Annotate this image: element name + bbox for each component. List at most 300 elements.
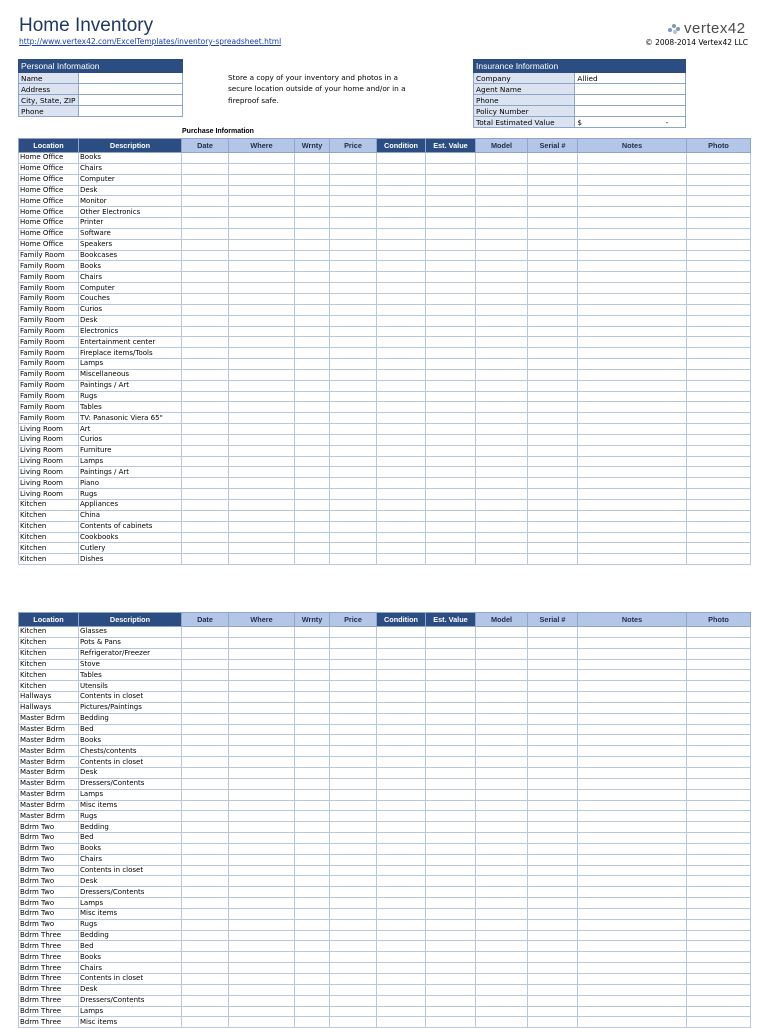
table-cell[interactable] xyxy=(476,500,528,511)
description-cell[interactable]: Dressers/Contents xyxy=(79,887,182,898)
table-cell[interactable] xyxy=(426,532,476,543)
table-cell[interactable] xyxy=(687,941,751,952)
table-cell[interactable] xyxy=(295,239,330,250)
table-cell[interactable] xyxy=(578,908,687,919)
table-cell[interactable] xyxy=(182,974,229,985)
table-cell[interactable] xyxy=(528,833,578,844)
table-cell[interactable] xyxy=(229,315,295,326)
description-cell[interactable]: Misc items xyxy=(79,908,182,919)
description-cell[interactable]: Software xyxy=(79,228,182,239)
table-cell[interactable] xyxy=(687,648,751,659)
table-cell[interactable] xyxy=(578,293,687,304)
table-cell[interactable] xyxy=(426,898,476,909)
location-cell[interactable]: Master Bdrm xyxy=(19,767,79,778)
table-cell[interactable] xyxy=(295,735,330,746)
description-cell[interactable]: Stove xyxy=(79,659,182,670)
description-cell[interactable]: Glasses xyxy=(79,627,182,638)
table-cell[interactable] xyxy=(377,185,426,196)
table-cell[interactable] xyxy=(426,854,476,865)
table-cell[interactable] xyxy=(687,670,751,681)
description-cell[interactable]: Cookbooks xyxy=(79,532,182,543)
description-cell[interactable]: Chests/contents xyxy=(79,746,182,757)
description-cell[interactable]: Bed xyxy=(79,833,182,844)
table-cell[interactable] xyxy=(578,670,687,681)
location-cell[interactable]: Bdrm Three xyxy=(19,1017,79,1028)
location-cell[interactable]: Family Room xyxy=(19,283,79,294)
table-cell[interactable] xyxy=(476,681,528,692)
table-cell[interactable] xyxy=(578,380,687,391)
table-cell[interactable] xyxy=(578,478,687,489)
table-cell[interactable] xyxy=(182,250,229,261)
table-cell[interactable] xyxy=(295,185,330,196)
table-cell[interactable] xyxy=(476,369,528,380)
location-cell[interactable]: Kitchen xyxy=(19,637,79,648)
table-cell[interactable] xyxy=(426,778,476,789)
description-cell[interactable]: Desk xyxy=(79,185,182,196)
table-cell[interactable] xyxy=(377,207,426,218)
table-cell[interactable] xyxy=(687,315,751,326)
table-cell[interactable] xyxy=(377,228,426,239)
table-cell[interactable] xyxy=(476,692,528,703)
table-cell[interactable] xyxy=(476,735,528,746)
table-cell[interactable] xyxy=(528,702,578,713)
description-cell[interactable]: Chairs xyxy=(79,963,182,974)
location-cell[interactable]: Home Office xyxy=(19,207,79,218)
table-cell[interactable] xyxy=(377,811,426,822)
description-cell[interactable]: Contents in closet xyxy=(79,974,182,985)
location-cell[interactable]: Home Office xyxy=(19,174,79,185)
table-cell[interactable] xyxy=(330,1017,377,1028)
table-cell[interactable] xyxy=(528,413,578,424)
table-cell[interactable] xyxy=(578,800,687,811)
description-cell[interactable]: Piano xyxy=(79,478,182,489)
table-cell[interactable] xyxy=(295,974,330,985)
table-cell[interactable] xyxy=(426,637,476,648)
table-cell[interactable] xyxy=(377,391,426,402)
table-cell[interactable] xyxy=(476,974,528,985)
location-cell[interactable]: Family Room xyxy=(19,402,79,413)
table-cell[interactable] xyxy=(426,304,476,315)
table-cell[interactable] xyxy=(687,865,751,876)
location-cell[interactable]: Kitchen xyxy=(19,521,79,532)
table-cell[interactable] xyxy=(182,648,229,659)
location-cell[interactable]: Bdrm Three xyxy=(19,974,79,985)
table-cell[interactable] xyxy=(687,659,751,670)
table-cell[interactable] xyxy=(528,293,578,304)
table-cell[interactable] xyxy=(229,304,295,315)
table-cell[interactable] xyxy=(377,724,426,735)
table-cell[interactable] xyxy=(377,434,426,445)
table-cell[interactable] xyxy=(330,500,377,511)
table-cell[interactable] xyxy=(687,261,751,272)
table-cell[interactable] xyxy=(426,153,476,164)
table-cell[interactable] xyxy=(578,1017,687,1028)
table-cell[interactable] xyxy=(687,843,751,854)
table-cell[interactable] xyxy=(476,391,528,402)
table-cell[interactable] xyxy=(578,391,687,402)
table-cell[interactable] xyxy=(229,554,295,565)
table-cell[interactable] xyxy=(687,359,751,370)
table-cell[interactable] xyxy=(330,239,377,250)
table-cell[interactable] xyxy=(229,326,295,337)
table-cell[interactable] xyxy=(295,627,330,638)
table-cell[interactable] xyxy=(295,380,330,391)
table-cell[interactable] xyxy=(476,239,528,250)
table-cell[interactable] xyxy=(687,952,751,963)
table-cell[interactable] xyxy=(476,713,528,724)
table-cell[interactable] xyxy=(528,811,578,822)
table-cell[interactable] xyxy=(330,724,377,735)
table-cell[interactable] xyxy=(426,789,476,800)
table-cell[interactable] xyxy=(377,984,426,995)
table-cell[interactable] xyxy=(295,402,330,413)
table-cell[interactable] xyxy=(578,369,687,380)
description-cell[interactable]: Printer xyxy=(79,218,182,229)
table-cell[interactable] xyxy=(426,424,476,435)
table-cell[interactable] xyxy=(426,724,476,735)
table-cell[interactable] xyxy=(578,521,687,532)
table-cell[interactable] xyxy=(330,185,377,196)
table-cell[interactable] xyxy=(476,543,528,554)
table-cell[interactable] xyxy=(182,456,229,467)
table-cell[interactable] xyxy=(229,854,295,865)
table-cell[interactable] xyxy=(182,930,229,941)
description-cell[interactable]: Rugs xyxy=(79,391,182,402)
table-cell[interactable] xyxy=(330,261,377,272)
location-cell[interactable]: Bdrm Three xyxy=(19,995,79,1006)
table-cell[interactable] xyxy=(330,424,377,435)
table-cell[interactable] xyxy=(476,648,528,659)
table-cell[interactable] xyxy=(377,326,426,337)
table-cell[interactable] xyxy=(476,261,528,272)
table-cell[interactable] xyxy=(377,218,426,229)
table-cell[interactable] xyxy=(229,974,295,985)
table-cell[interactable] xyxy=(528,887,578,898)
table-cell[interactable] xyxy=(229,822,295,833)
table-cell[interactable] xyxy=(182,521,229,532)
location-cell[interactable]: Bdrm Three xyxy=(19,952,79,963)
table-cell[interactable] xyxy=(578,413,687,424)
table-cell[interactable] xyxy=(426,218,476,229)
table-cell[interactable] xyxy=(377,898,426,909)
table-cell[interactable] xyxy=(295,854,330,865)
description-cell[interactable]: Desk xyxy=(79,984,182,995)
table-cell[interactable] xyxy=(182,1006,229,1017)
table-cell[interactable] xyxy=(377,521,426,532)
table-cell[interactable] xyxy=(377,1006,426,1017)
location-cell[interactable]: Master Bdrm xyxy=(19,735,79,746)
table-cell[interactable] xyxy=(426,1017,476,1028)
description-cell[interactable]: Misc items xyxy=(79,800,182,811)
table-cell[interactable] xyxy=(377,789,426,800)
location-cell[interactable]: Bdrm Three xyxy=(19,984,79,995)
table-cell[interactable] xyxy=(182,326,229,337)
table-cell[interactable] xyxy=(295,467,330,478)
table-cell[interactable] xyxy=(426,692,476,703)
table-cell[interactable] xyxy=(687,746,751,757)
table-cell[interactable] xyxy=(229,456,295,467)
table-cell[interactable] xyxy=(578,500,687,511)
table-cell[interactable] xyxy=(687,272,751,283)
table-cell[interactable] xyxy=(528,521,578,532)
table-cell[interactable] xyxy=(578,887,687,898)
table-cell[interactable] xyxy=(578,789,687,800)
table-cell[interactable] xyxy=(426,207,476,218)
table-cell[interactable] xyxy=(229,887,295,898)
location-cell[interactable]: Living Room xyxy=(19,445,79,456)
table-cell[interactable] xyxy=(229,467,295,478)
table-cell[interactable] xyxy=(377,648,426,659)
location-cell[interactable]: Home Office xyxy=(19,163,79,174)
table-cell[interactable] xyxy=(426,185,476,196)
description-cell[interactable]: Bookcases xyxy=(79,250,182,261)
table-cell[interactable] xyxy=(330,196,377,207)
table-cell[interactable] xyxy=(377,554,426,565)
description-cell[interactable]: TV: Panasonic Viera 65" xyxy=(79,413,182,424)
table-cell[interactable] xyxy=(426,337,476,348)
table-cell[interactable] xyxy=(578,984,687,995)
location-cell[interactable]: Hallways xyxy=(19,692,79,703)
table-cell[interactable] xyxy=(687,369,751,380)
location-cell[interactable]: Bdrm Two xyxy=(19,887,79,898)
table-cell[interactable] xyxy=(182,261,229,272)
table-cell[interactable] xyxy=(528,908,578,919)
table-cell[interactable] xyxy=(295,359,330,370)
table-cell[interactable] xyxy=(687,995,751,1006)
table-cell[interactable] xyxy=(528,746,578,757)
table-cell[interactable] xyxy=(295,670,330,681)
table-cell[interactable] xyxy=(229,424,295,435)
description-cell[interactable]: Lamps xyxy=(79,789,182,800)
table-cell[interactable] xyxy=(182,500,229,511)
description-cell[interactable]: Refrigerator/Freezer xyxy=(79,648,182,659)
table-cell[interactable] xyxy=(377,250,426,261)
table-cell[interactable] xyxy=(377,478,426,489)
table-cell[interactable] xyxy=(377,713,426,724)
table-cell[interactable] xyxy=(578,876,687,887)
description-cell[interactable]: Lamps xyxy=(79,456,182,467)
city-state-zip-field[interactable] xyxy=(79,95,183,106)
table-cell[interactable] xyxy=(295,757,330,768)
table-cell[interactable] xyxy=(229,218,295,229)
table-cell[interactable] xyxy=(578,941,687,952)
table-cell[interactable] xyxy=(229,767,295,778)
table-cell[interactable] xyxy=(578,681,687,692)
location-cell[interactable]: Living Room xyxy=(19,456,79,467)
table-cell[interactable] xyxy=(528,359,578,370)
description-cell[interactable]: Contents in closet xyxy=(79,865,182,876)
table-cell[interactable] xyxy=(426,391,476,402)
table-cell[interactable] xyxy=(182,995,229,1006)
table-cell[interactable] xyxy=(377,670,426,681)
table-cell[interactable] xyxy=(528,348,578,359)
table-cell[interactable] xyxy=(578,919,687,930)
table-cell[interactable] xyxy=(578,746,687,757)
table-cell[interactable] xyxy=(295,919,330,930)
table-cell[interactable] xyxy=(476,326,528,337)
table-cell[interactable] xyxy=(182,898,229,909)
table-cell[interactable] xyxy=(476,854,528,865)
table-cell[interactable] xyxy=(229,521,295,532)
table-cell[interactable] xyxy=(295,369,330,380)
table-cell[interactable] xyxy=(229,348,295,359)
table-cell[interactable] xyxy=(476,843,528,854)
table-cell[interactable] xyxy=(229,778,295,789)
table-cell[interactable] xyxy=(528,554,578,565)
table-cell[interactable] xyxy=(182,800,229,811)
description-cell[interactable]: Chairs xyxy=(79,854,182,865)
table-cell[interactable] xyxy=(476,207,528,218)
table-cell[interactable] xyxy=(377,876,426,887)
table-cell[interactable] xyxy=(182,207,229,218)
table-cell[interactable] xyxy=(426,510,476,521)
location-cell[interactable]: Living Room xyxy=(19,467,79,478)
table-cell[interactable] xyxy=(426,283,476,294)
table-cell[interactable] xyxy=(295,272,330,283)
table-cell[interactable] xyxy=(229,865,295,876)
table-cell[interactable] xyxy=(182,554,229,565)
table-cell[interactable] xyxy=(578,995,687,1006)
table-cell[interactable] xyxy=(229,811,295,822)
location-cell[interactable]: Master Bdrm xyxy=(19,757,79,768)
table-cell[interactable] xyxy=(476,746,528,757)
description-cell[interactable]: Utensils xyxy=(79,681,182,692)
location-cell[interactable]: Kitchen xyxy=(19,500,79,511)
description-cell[interactable]: Couches xyxy=(79,293,182,304)
table-cell[interactable] xyxy=(578,952,687,963)
table-cell[interactable] xyxy=(295,898,330,909)
table-cell[interactable] xyxy=(476,228,528,239)
table-cell[interactable] xyxy=(426,757,476,768)
table-cell[interactable] xyxy=(229,445,295,456)
table-cell[interactable] xyxy=(330,995,377,1006)
table-cell[interactable] xyxy=(578,659,687,670)
table-cell[interactable] xyxy=(476,521,528,532)
vertex42-logo[interactable] xyxy=(668,17,746,39)
description-cell[interactable]: Books xyxy=(79,843,182,854)
table-cell[interactable] xyxy=(377,369,426,380)
location-cell[interactable]: Family Room xyxy=(19,380,79,391)
table-cell[interactable] xyxy=(295,963,330,974)
table-cell[interactable] xyxy=(377,489,426,500)
table-cell[interactable] xyxy=(229,489,295,500)
table-cell[interactable] xyxy=(229,919,295,930)
table-cell[interactable] xyxy=(426,315,476,326)
table-cell[interactable] xyxy=(330,681,377,692)
table-cell[interactable] xyxy=(295,413,330,424)
table-cell[interactable] xyxy=(182,822,229,833)
location-cell[interactable]: Family Room xyxy=(19,348,79,359)
table-cell[interactable] xyxy=(528,250,578,261)
table-cell[interactable] xyxy=(528,670,578,681)
table-cell[interactable] xyxy=(229,995,295,1006)
table-cell[interactable] xyxy=(330,163,377,174)
table-cell[interactable] xyxy=(229,670,295,681)
table-cell[interactable] xyxy=(426,163,476,174)
description-cell[interactable]: Desk xyxy=(79,876,182,887)
table-cell[interactable] xyxy=(377,919,426,930)
table-cell[interactable] xyxy=(476,767,528,778)
description-cell[interactable]: Contents of cabinets xyxy=(79,521,182,532)
table-cell[interactable] xyxy=(377,778,426,789)
table-cell[interactable] xyxy=(229,250,295,261)
table-cell[interactable] xyxy=(476,865,528,876)
table-cell[interactable] xyxy=(426,272,476,283)
table-cell[interactable] xyxy=(377,283,426,294)
table-cell[interactable] xyxy=(476,908,528,919)
location-cell[interactable]: Bdrm Three xyxy=(19,930,79,941)
table-cell[interactable] xyxy=(476,659,528,670)
table-cell[interactable] xyxy=(295,681,330,692)
table-cell[interactable] xyxy=(528,153,578,164)
table-cell[interactable] xyxy=(182,369,229,380)
table-cell[interactable] xyxy=(182,434,229,445)
table-cell[interactable] xyxy=(330,898,377,909)
description-cell[interactable]: Monitor xyxy=(79,196,182,207)
table-cell[interactable] xyxy=(578,724,687,735)
table-cell[interactable] xyxy=(377,659,426,670)
table-cell[interactable] xyxy=(476,637,528,648)
table-cell[interactable] xyxy=(476,174,528,185)
table-cell[interactable] xyxy=(377,239,426,250)
table-cell[interactable] xyxy=(687,304,751,315)
location-cell[interactable]: Hallways xyxy=(19,702,79,713)
table-cell[interactable] xyxy=(426,648,476,659)
table-cell[interactable] xyxy=(295,865,330,876)
table-cell[interactable] xyxy=(229,637,295,648)
table-cell[interactable] xyxy=(528,898,578,909)
table-cell[interactable] xyxy=(528,854,578,865)
location-cell[interactable]: Bdrm Three xyxy=(19,963,79,974)
table-cell[interactable] xyxy=(295,984,330,995)
location-cell[interactable]: Family Room xyxy=(19,391,79,402)
table-cell[interactable] xyxy=(578,974,687,985)
table-cell[interactable] xyxy=(182,843,229,854)
table-cell[interactable] xyxy=(476,445,528,456)
table-cell[interactable] xyxy=(426,402,476,413)
table-cell[interactable] xyxy=(377,174,426,185)
location-cell[interactable]: Master Bdrm xyxy=(19,746,79,757)
location-cell[interactable]: Kitchen xyxy=(19,659,79,670)
table-cell[interactable] xyxy=(330,380,377,391)
table-cell[interactable] xyxy=(377,627,426,638)
table-cell[interactable] xyxy=(330,293,377,304)
table-cell[interactable] xyxy=(330,713,377,724)
table-cell[interactable] xyxy=(426,627,476,638)
table-cell[interactable] xyxy=(377,637,426,648)
table-cell[interactable] xyxy=(182,543,229,554)
table-cell[interactable] xyxy=(229,510,295,521)
location-cell[interactable]: Kitchen xyxy=(19,670,79,681)
table-cell[interactable] xyxy=(476,283,528,294)
table-cell[interactable] xyxy=(229,702,295,713)
table-cell[interactable] xyxy=(578,434,687,445)
table-cell[interactable] xyxy=(578,713,687,724)
table-cell[interactable] xyxy=(377,887,426,898)
table-cell[interactable] xyxy=(578,326,687,337)
table-cell[interactable] xyxy=(476,995,528,1006)
table-cell[interactable] xyxy=(182,196,229,207)
table-cell[interactable] xyxy=(330,702,377,713)
table-cell[interactable] xyxy=(295,908,330,919)
table-cell[interactable] xyxy=(330,543,377,554)
table-cell[interactable] xyxy=(528,391,578,402)
table-cell[interactable] xyxy=(182,735,229,746)
location-cell[interactable]: Home Office xyxy=(19,153,79,164)
table-cell[interactable] xyxy=(476,510,528,521)
table-cell[interactable] xyxy=(330,908,377,919)
table-cell[interactable] xyxy=(182,963,229,974)
